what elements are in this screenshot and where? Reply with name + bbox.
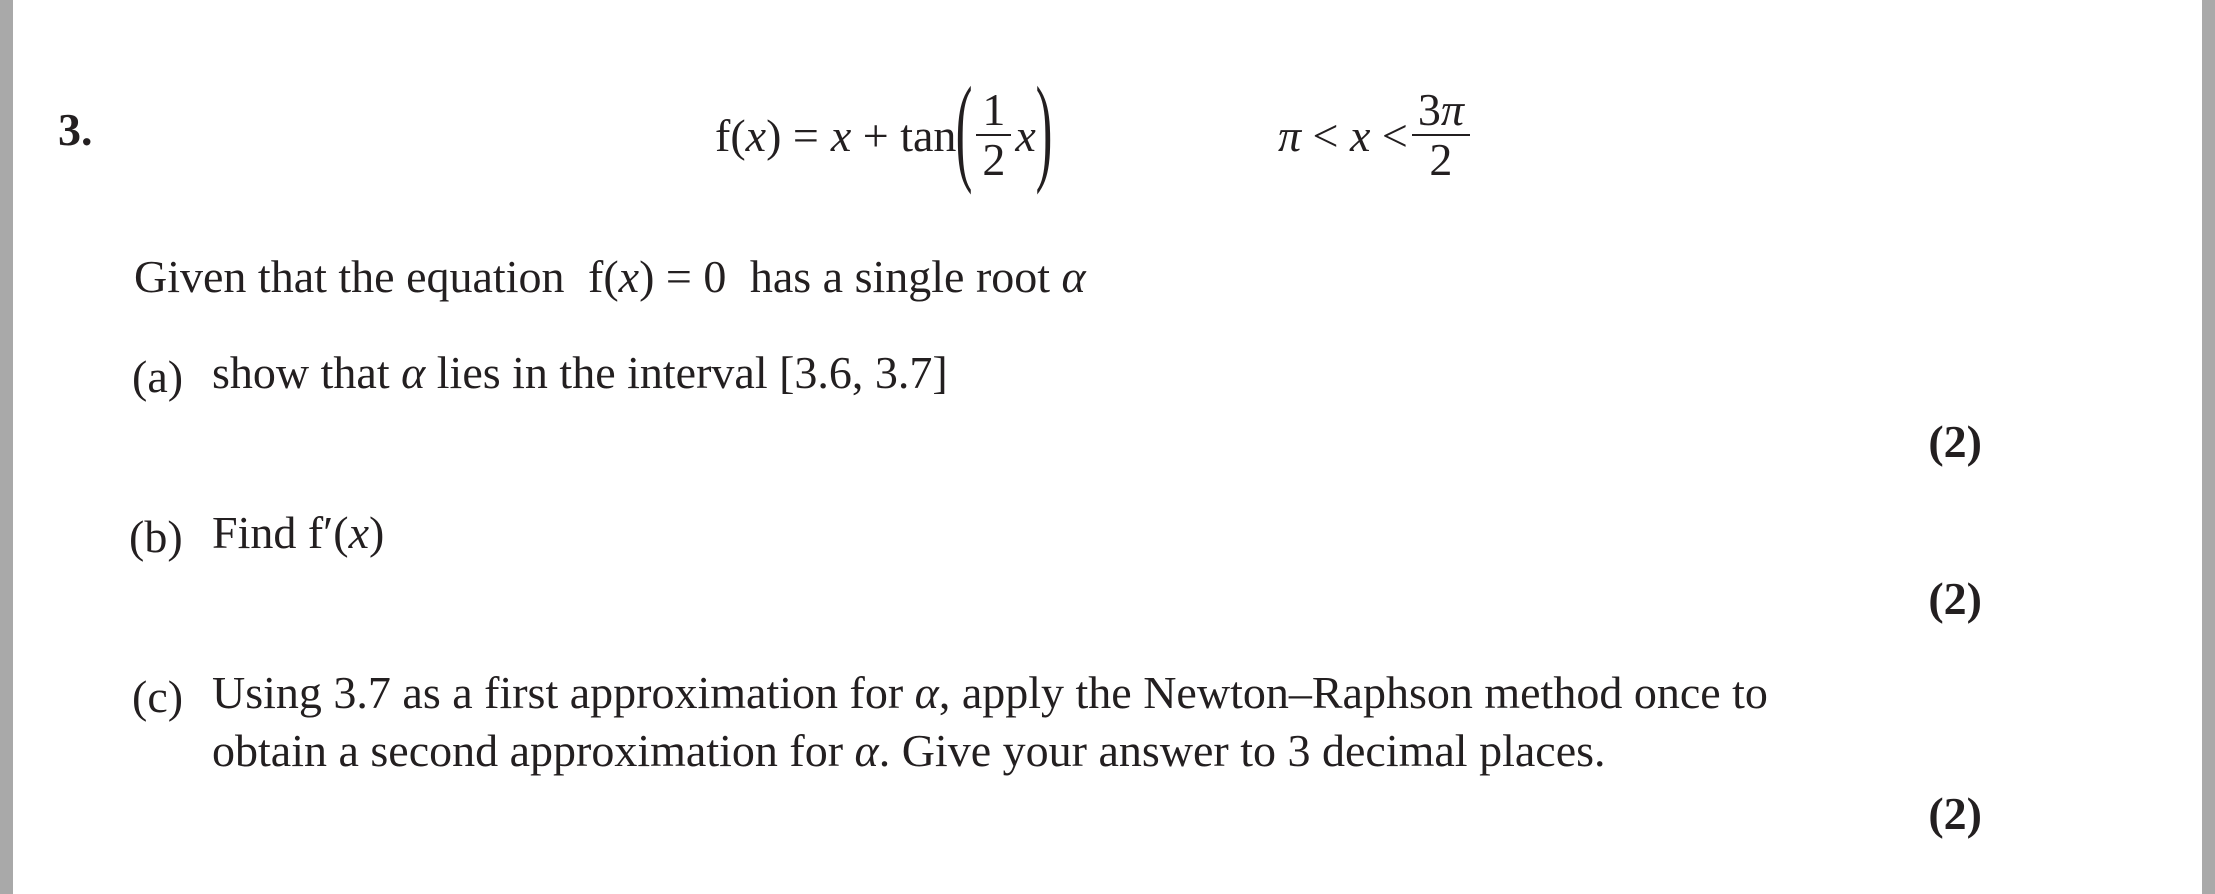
question-number: 3. <box>58 104 93 155</box>
formula-rhs-start: x + tan <box>830 109 957 161</box>
part-c-marks: (2) <box>1928 788 1982 839</box>
part-b-label: (b) <box>129 511 183 562</box>
domain-fraction-numerator: 3π <box>1412 86 1470 136</box>
formula-fraction-numerator: 1 <box>976 86 1011 136</box>
part-a-marks: (2) <box>1928 416 1982 467</box>
function-definition <box>715 62 1053 200</box>
part-a-text: show that α lies in the interval [3.6, 3.7] <box>212 347 948 398</box>
formula-fraction <box>976 83 1011 185</box>
left-paren: ( <box>955 62 973 195</box>
question-intro: Given that the equation f(x) = 0 has a single root α <box>134 251 1086 302</box>
formula-fraction-denominator: 2 <box>982 134 1006 185</box>
domain-left: π < x < <box>1278 109 1408 161</box>
formula-lhs: f(x) = <box>715 109 819 161</box>
part-c-text-line2: obtain a second approximation for α. Give your answer to 3 decimal places. <box>212 725 1606 776</box>
part-c-label: (c) <box>132 671 184 722</box>
part-a-label: (a) <box>132 351 184 402</box>
right-paren: ) <box>1035 62 1053 195</box>
part-c-text-line1: Using 3.7 as a first approximation for α, apply the Newton–Raphson method once to <box>212 667 1768 718</box>
part-b-marks: (2) <box>1928 573 1982 624</box>
formula-after-fraction: x <box>1015 109 1036 161</box>
domain-fraction <box>1412 83 1470 185</box>
domain-condition <box>1278 70 1474 200</box>
domain-fraction-denominator: 2 <box>1429 134 1453 185</box>
part-b-text: Find f′(x) <box>212 507 385 558</box>
